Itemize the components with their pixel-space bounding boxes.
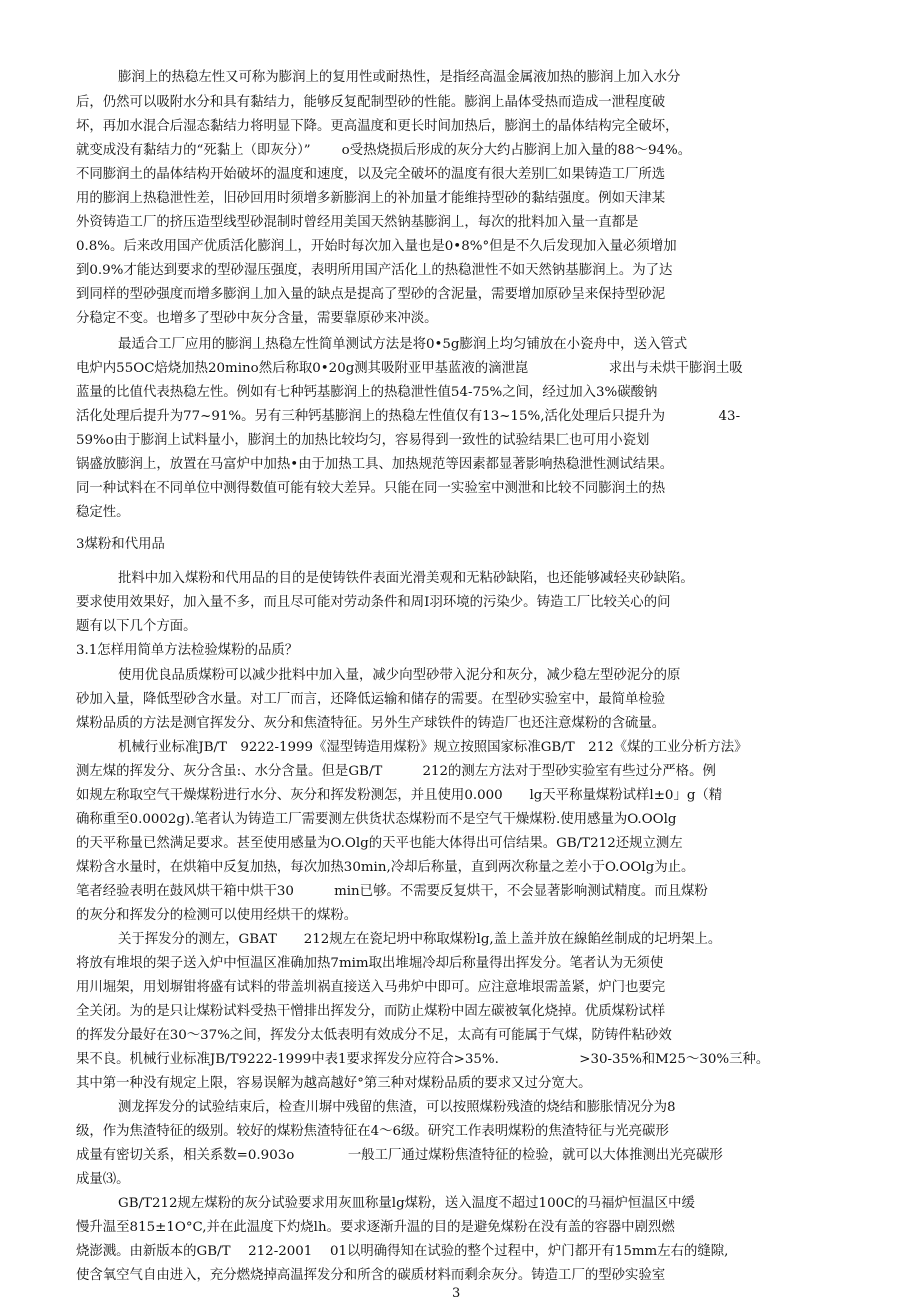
text-line: 其中第一种没有规定上限，容易误解为越高越好°第三种对煤粉品质的要求又过分宽大。 [76, 1076, 592, 1091]
text-line: 分稳定不变。也增多了型砂中灰分含量，需要靠原砂来冲淡。 [76, 311, 438, 326]
text-line: 砂加入量，降低型砂含水量。对工厂而言，还降低运输和储存的需要。在型砂实验室中，最简单检验 [76, 692, 666, 707]
text-line: 成量有密切关系，相关系数=0.903o 一般工厂通过煤粉焦渣特征的检验，就可以大体推测出光亮碳形 [76, 1148, 723, 1163]
text-line: 外资铸造工厂的挤压造型线型砂混制时曾经用美国天然钠基膨润丄，每次的批料加入量一直都是 [76, 215, 639, 230]
text-line: 活化处理后提升为77~91%。另有三种钙基膨润上的热稳左性值仅有13~15%,活化处理后只提升为 43- [76, 409, 741, 424]
text-line: 批料中加入煤粉和代用品的目的是使铸铁件表面光滑美观和无粘砂缺陷，也还能够减轻夹砂缺陷。 [118, 571, 694, 586]
text-line: 的挥发分最好在30〜37%之间，挥发分太低表明有效成分不足，太高有可能属于气煤，防铸件粘砂效 [76, 1028, 672, 1043]
page-number: 3 [452, 1286, 461, 1301]
section-heading: 3煤粉和代用品 [76, 537, 165, 552]
text-line: 膨润上的热稳左性又可称为膨润上的复用性或耐热性，是指经高温金属液加热的膨润上加入水分 [118, 70, 681, 85]
subsection-heading: 3.1怎样用简单方法检验煤粉的品质？ [76, 643, 299, 658]
text-line: 将放有堆垠的架子送入炉中恒温区准确加热7mim取出堆堀冷却后称量得出挥发分。笔者认为无须使 [76, 956, 664, 971]
text-line: 果不良。机械行业标准JB/T9222-1999中表1要求挥发分应符合>35%. >30-35%和M25〜30%三种。 [76, 1052, 770, 1067]
text-line: 到0.9%才能达到要求的型砂湿压强度，表明所用国产活化丄的热稳泄性不如天然钠基膨润上。为了达 [76, 263, 673, 278]
text-line: 59%o由于膨润上试料量小，膨润土的加热比较均匀，容易得到一致性的试验结果匚也可用小瓷划 [76, 433, 650, 448]
text-line: 同一种试料在不同单位中测得数值可能有较大差异。只能在同一实验室中测泄和比较不同膨润土的热 [76, 481, 666, 496]
text-line: 不同膨润土的晶体结构开始破坏的温度和速度，以及完全破坏的温度有很大差别匚如果铸造工厂所选 [76, 167, 666, 182]
text-line: 煤粉品质的方法是测官挥发分、灰分和焦渣特征。另外生产球铁件的铸造厂也还注意煤粉的含硫量。 [76, 716, 666, 731]
text-line: 机械行业标准JB/T 9222-1999《湿型铸造用煤粉》规立按照国家标准GB/T 212《煤的工业分析方法》 [118, 740, 748, 755]
text-line: 确称重至0.0002g).笔者认为铸造工厂需要测左供货状态煤粉而不是空气干燥煤粉.使用感量为O.OOlg [76, 812, 677, 827]
text-line: 测左煤的挥发分、灰分含虽:、水分含量。但是GB/T 212的测左方法对于型砂实验室有些过分严格。例 [76, 764, 716, 779]
text-line: 测龙挥发分的试验结束后，检查川塀中残留的焦渣，可以按照煤粉残渣的烧结和膨胀情况分为8 [118, 1100, 676, 1115]
text-line: 用的膨润上热稳泄性差，旧砂回用时须增多新膨润上的补加量才能维持型砂的黏结强度。例如天津某 [76, 191, 666, 206]
text-line: 题有以下几个方面。 [76, 619, 197, 634]
text-line: 0.8%。后来改用国产优质活化膨润丄，开始时每次加入量也是0•8%°但是不久后发现加入量必须增加 [76, 239, 677, 254]
text-line: 的天平称量已然满足要求。甚至使用感量为O.Olg的天平也能大体得出可信结果。GB/T212还规立测左 [76, 836, 683, 851]
text-line: 坏，再加水混合后湿态黏结力将明显下降。更高温度和更长时间加热后，膨润土的晶体结构完全破坏， [76, 119, 679, 134]
text-line: 要求使用效果好，加入量不多，而且尽可能对劳动条件和周I羽环境的污染少。铸造工厂比较关心的问 [76, 595, 671, 610]
text-line: 全关闭。为的是只让煤粉试料受热干憎排出挥发分，而防止煤粉中固左碳被氧化烧掉。优质煤粉试样 [76, 1004, 666, 1019]
text-line: 如规左称取空气干燥煤粉进行水分、灰分和挥发粉测怎，并且使用0.000 lg天平称量煤粉试样l±0」g（精 [76, 788, 723, 803]
text-line: 煤粉含水量时，在烘箱中反复加热，每次加热30min,冷却后称量，直到两次称量之差小于O.OOlg为止。 [76, 860, 695, 875]
text-line: GB/T212规左煤粉的灰分试验要求用灰皿称量lg煤粉，送入温度不超过100C的马福炉恒温区中缓 [118, 1196, 695, 1211]
text-line: 烧澎溅。由新版本的GB/T 212-2001 01以明确得知在试验的整个过程中，炉门都开有15mm左右的缝隙, [76, 1244, 729, 1259]
text-line: 后，仍然可以吸附水分和具有黏结力，能够反复配制型砂的性能。膨润上晶体受热而造成一泄程度破 [76, 95, 666, 110]
text-line: 稳定性。 [76, 505, 130, 520]
text-line: 成量⑶。 [76, 1172, 130, 1187]
text-line: 使用优良品质煤粉可以减少批料中加入量，减少向型砂带入泥分和灰分，减少稳左型砂泥分的原 [118, 668, 681, 683]
text-line: 使含氧空气自由进入，充分燃烧掉高温挥发分和所含的碳质材料而剩余灰分。铸造工厂的型砂实验室 [76, 1268, 666, 1283]
text-line: 的灰分和挥发分的检测可以使用经烘干的煤粉。 [76, 908, 358, 923]
text-line: 就变成没有黏结力的“死黏上（即灰分）” o受热烧损后形成的灰分大约占膨润上加入量的88〜94%。 [76, 143, 692, 158]
text-line: 关于挥发分的测左，GBAT 212规左在瓷圮坍中称取煤粉lg,盖上盖并放在線餡丝制成的圮坍架上。 [118, 932, 722, 947]
text-line: 慢升温至815±1O°C,并在此温度下灼烧lh。要求逐渐升温的目的是避免煤粉在没有盖的容器中剧烈燃 [76, 1220, 675, 1235]
text-line: 用川堀架，用划塀钳将盛有试料的带盖圳祸直接送入马弗炉中即可。应注意堆垠需盖紧，炉门也要完 [76, 980, 666, 995]
text-line: 锅盛放膨润上，放置在马富炉中加热•由于加热工具、加热规范等因素都显著影响热稳泄性测试结果。 [76, 457, 674, 472]
text-line: 最适合工厂应用的膨润丄热稳左性简单测试方法是将0•5g膨润上均匀铺放在小瓷舟中，送入管式 [118, 337, 688, 352]
text-line: 电炉内55OC焙烧加热20mino然后称取0•20g测其吸附亚甲基蓝液的滴泄崑 求出与未烘干膨润土吸 [76, 361, 743, 376]
text-line: 笔者经验表明在鼓风烘干箱中烘干30 min已够。不需要反复烘干，不会显著影响测试精度。而且煤粉 [76, 884, 708, 899]
text-line: 级，作为焦渣特征的级别。较好的煤粉焦渣特征在4〜6级。研究工作表明煤粉的焦渣特征与光亮碳形 [76, 1124, 669, 1139]
text-line: 到同样的型砂强度而增多膨润丄加入量的缺点是提高了型砂的含泥量，需要增加原砂呈来保持型砂泥 [76, 287, 666, 302]
text-line: 蓝量的比值代表热稳左性。例如有七种钙基膨润上的热稳泄性值54-75%之间，经过加入3%碳酸钠 [76, 385, 658, 400]
